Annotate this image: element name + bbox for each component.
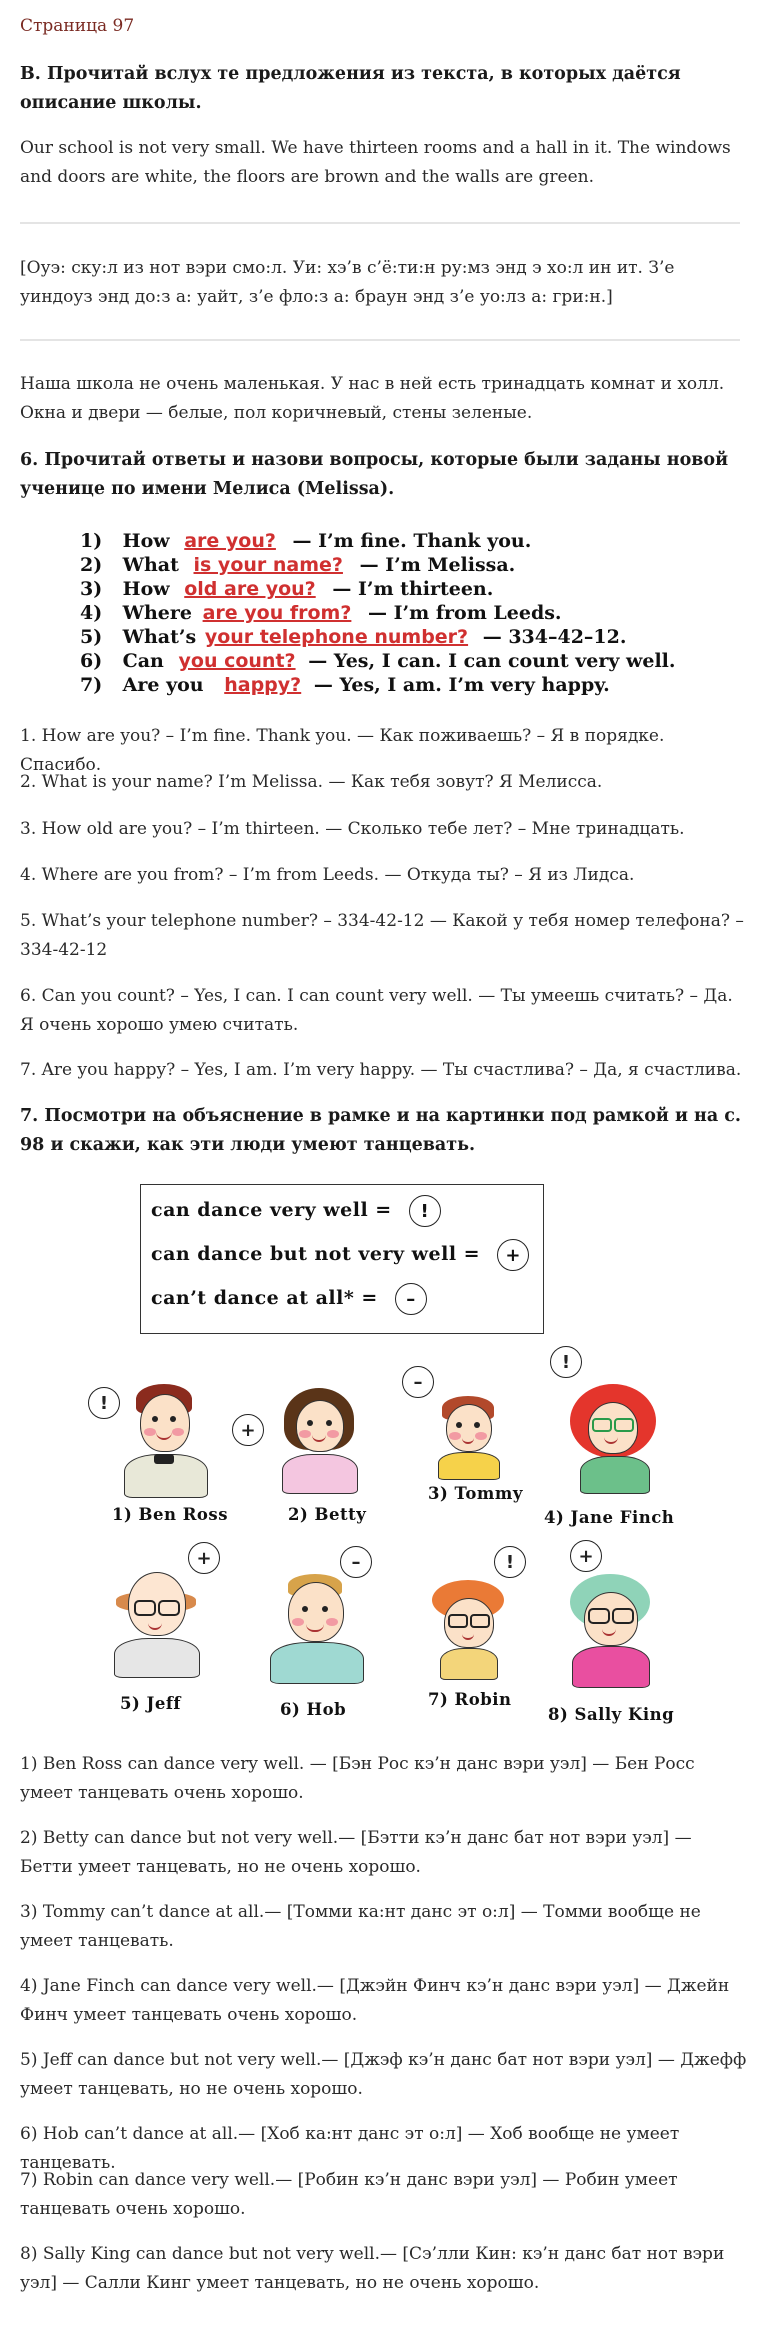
handwritten-question: you count? (178, 650, 296, 672)
answer-line: 3. How old are you? – I’m thirteen. — Сколько тебе лет? – Мне тринадцать. (20, 819, 685, 839)
person-label: 3) Tommy (428, 1484, 523, 1503)
task-7-heading: 7. Посмотри на объяснение в рамке и на картинки под рамкой и на с. 98 и скажи, как эти люди умеют танцевать. (20, 1106, 742, 1155)
answer-line: 4. Where are you from? – I’m from Leeds. — Откуда ты? – Я из Лидса. (20, 865, 635, 885)
answer-line: 5) Jeff can dance but not very well.— [Джэф кэ’н данс бат нот вэри уэл] — Джефф умеет танцевать, но не очень хорошо. (20, 2050, 747, 2099)
not-very-well-icon: + (188, 1542, 220, 1574)
qa-line (80, 578, 493, 602)
answer-line: 2. What is your name? I’m Melissa. — Как тебя зовут? Я Мелисса. (20, 772, 603, 792)
jane-finch-figure (566, 1384, 662, 1496)
qa-pre: What’s (122, 626, 197, 648)
person-label: 8) Sally King (548, 1705, 675, 1724)
qa-pre: Are you (122, 674, 204, 696)
very-well-icon: ! (550, 1346, 582, 1378)
not-at-all-icon: – (395, 1283, 427, 1315)
handwritten-question: your telephone number? (204, 626, 469, 648)
qa-answer: — Yes, I can. I can count very well. (308, 650, 676, 672)
task-6-heading: 6. Прочитай ответы и назови вопросы, которые были заданы новой ученице по имени Мелиса (Melissa). (20, 450, 729, 499)
answer-line: 7) Robin can dance very well.— [Робин кэ’н данс вэри уэл] — Робин умеет танцевать очень хорошо. (20, 2170, 678, 2219)
task-b-translation: Наша школа не очень маленькая. У нас в ней есть тринадцать комнат и холл. Окна и двери — белые, пол коричневый, стены зеленые. (20, 374, 725, 423)
answer-line: 7. Are you happy? – Yes, I am. I’m very happy. — Ты счастлива? – Да, я счастлива. (20, 1060, 742, 1080)
person-label: 2) Betty (288, 1505, 367, 1524)
qa-line (80, 530, 531, 554)
divider (20, 339, 740, 341)
answer-line: 1. How are you? – I’m fine. Thank you. — Как поживаешь? – Я в порядке. Спасибо. (20, 726, 665, 775)
qa-answer: — I’m Melissa. (359, 554, 516, 576)
ben-ross-figure (120, 1380, 210, 1500)
answer-line: 3) Tommy can’t dance at all.— [Томми ка:нт данс эт о:л] — Томми вообще не умеет танцевать. (20, 1902, 701, 1951)
qa-line (80, 674, 610, 698)
qa-pre: Where (122, 602, 192, 624)
not-at-all-icon: – (402, 1366, 434, 1398)
answer-line: 6. Can you count? – Yes, I can. I can count very well. — Ты умеешь считать? – Да. Я очень хорошо умею считать. (20, 986, 733, 1035)
qa-answer: — I’m thirteen. (332, 578, 494, 600)
qa-number: 5) (80, 626, 103, 648)
divider (20, 222, 740, 224)
legend-row (151, 1195, 441, 1227)
qa-number: 1) (80, 530, 103, 552)
task-b-heading: В. Прочитай вслух те предложения из текста, в которых даётся описание школы. (20, 64, 681, 113)
person-label: 7) Robin (428, 1690, 512, 1709)
page-label: Страница 97 (20, 16, 135, 36)
qa-answer: — Yes, I am. I’m very happy. (313, 674, 610, 696)
qa-pre: Can (122, 650, 164, 672)
not-at-all-icon: – (340, 1546, 372, 1578)
legend-row (151, 1239, 529, 1271)
answer-line: 2) Betty can dance but not very well.— [Бэтти кэ’н данс бат нот вэри уэл] — Бетти умеет танцевать, но не очень хорошо. (20, 1828, 692, 1877)
qa-line (80, 602, 562, 626)
handwritten-question: old are you? (184, 578, 316, 600)
legend-box (140, 1184, 544, 1334)
person-label: 5) Jeff (120, 1694, 182, 1713)
person-label: 1) Ben Ross (112, 1505, 229, 1524)
very-well-icon: ! (494, 1546, 526, 1578)
qa-pre: How (122, 530, 170, 552)
qa-pre: What (122, 554, 179, 576)
legend-text: can dance but not very well = (151, 1243, 481, 1265)
qa-answer: — I’m fine. Thank you. (292, 530, 532, 552)
sally-king-figure (562, 1574, 658, 1690)
not-very-well-icon: + (232, 1414, 264, 1446)
qa-number: 2) (80, 554, 103, 576)
answer-line: 5. What’s your telephone number? – 334-42-12 — Какой у тебя номер телефона? – 334-42-12 (20, 911, 744, 960)
person-label: 6) Hob (280, 1700, 347, 1719)
qa-answer: — I’m from Leeds. (368, 602, 562, 624)
legend-text: can’t dance at all* = (151, 1287, 378, 1309)
answer-line: 6) Hob can’t dance at all.— [Хоб ка:нт данс эт о:л] — Хоб вообще не умеет танцевать. (20, 2124, 680, 2173)
legend-row (151, 1283, 427, 1315)
qa-line (80, 554, 515, 578)
not-very-well-icon: + (497, 1239, 529, 1271)
qa-number: 7) (80, 674, 103, 696)
handwritten-question: happy? (224, 674, 302, 696)
person-label: 4) Jane Finch (544, 1508, 675, 1527)
qa-number: 3) (80, 578, 103, 600)
robin-figure (426, 1580, 510, 1680)
betty-figure (274, 1386, 364, 1496)
not-very-well-icon: + (570, 1540, 602, 1572)
very-well-icon: ! (409, 1195, 441, 1227)
hob-figure (268, 1572, 364, 1686)
task-b-text: Our school is not very small. We have thirteen rooms and a hall in it. The windows and doors are white, the floors are brown and the walls are green. (20, 138, 731, 187)
answer-line: 1) Ben Ross can dance very well. — [Бэн Рос кэ’н данс вэри уэл] — Бен Росс умеет танцевать очень хорошо. (20, 1754, 695, 1803)
handwritten-question: are you? (184, 530, 276, 552)
qa-line (80, 626, 626, 650)
very-well-icon: ! (88, 1387, 120, 1419)
qa-line (80, 650, 676, 674)
legend-text: can dance very well = (151, 1199, 392, 1221)
handwritten-question: are you from? (202, 602, 352, 624)
jeff-figure (110, 1568, 202, 1680)
qa-answer: — 334–42–12. (482, 626, 627, 648)
task-b-transcription: [Оуэ: ску:л из нот вэри смо:л. Уи: хэ’в с’ё:ти:н ру:мз энд э хо:л ин ит. З’е уиндоуз энд до:з а: уайт, з’е фло:з а: браун энд з’е уо:лз а: гри:н.] (20, 258, 675, 307)
answer-line: 8) Sally King can dance but not very well.— [Сэ’лли Кин: кэ’н данс бат нот вэри уэл] — Салли Кинг умеет танцевать, но не очень хорошо. (20, 2244, 725, 2293)
answer-line: 4) Jane Finch can dance very well.— [Джэйн Финч кэ’н данс вэри уэл] — Джейн Финч умеет танцевать очень хорошо. (20, 1976, 730, 2025)
qa-number: 6) (80, 650, 103, 672)
handwritten-question: is your name? (193, 554, 343, 576)
qa-number: 4) (80, 602, 103, 624)
tommy-figure (432, 1394, 504, 1480)
qa-pre: How (122, 578, 170, 600)
